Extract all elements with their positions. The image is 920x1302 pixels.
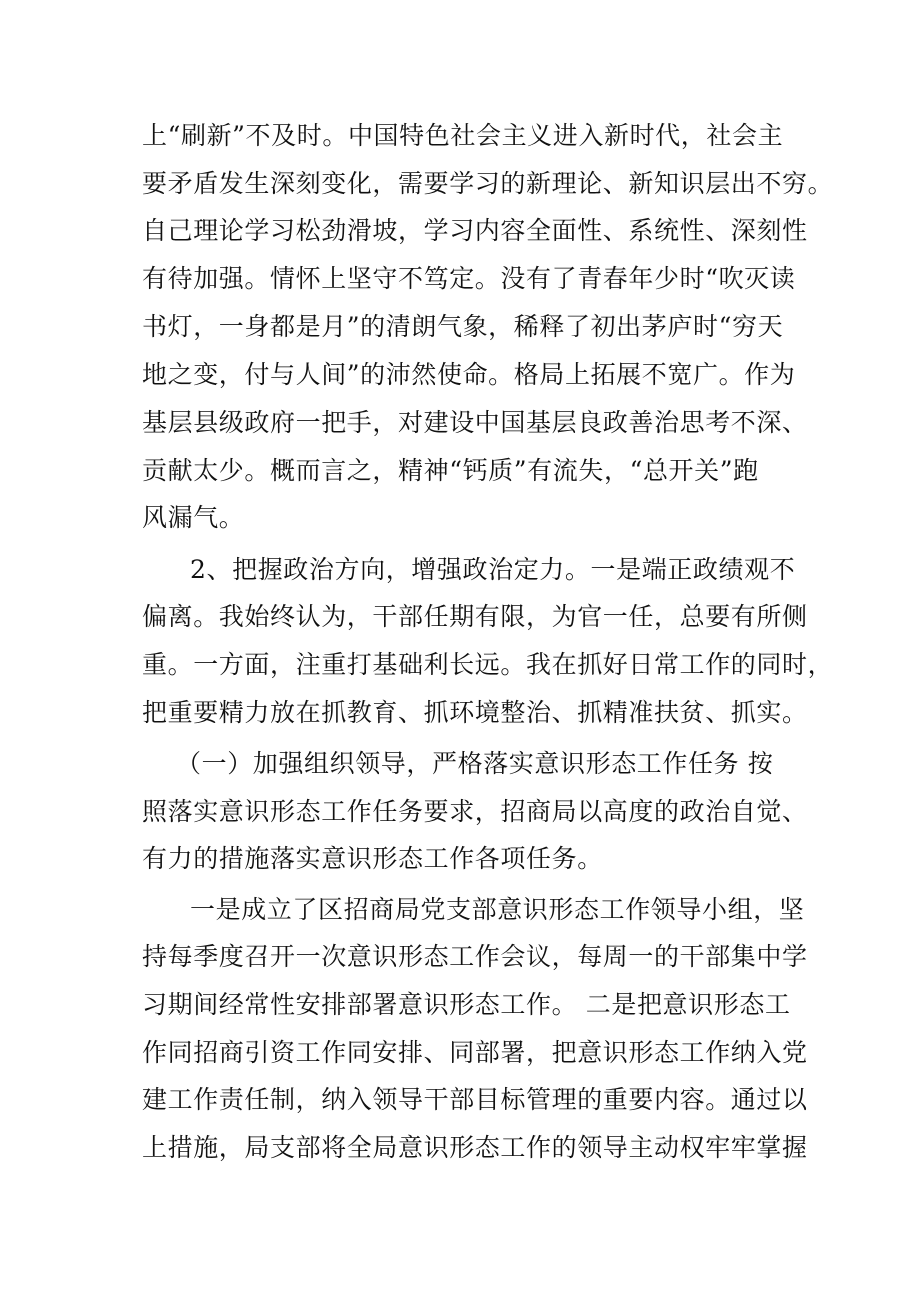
paragraph-line: 作同招商引资工作同安排、同部署，把意识形态工作纳入党 — [142, 1038, 808, 1067]
paragraph-line: 照落实意识形态工作任务要求，招商局以高度的政治自觉、 — [142, 797, 808, 826]
paragraph-line: 持每季度召开一次意识形态工作会议，每周一的干部集中学 — [142, 942, 808, 971]
paragraph-line: 上措施，局支部将全局意识形态工作的领导主动权牢牢掌握 — [142, 1133, 808, 1162]
paragraph-line: 基层县级政府一把手，对建设中国基层良政善治思考不深、 — [142, 408, 808, 437]
paragraph-line: 风漏气。 — [142, 503, 245, 532]
paragraph-line: 有力的措施落实意识形态工作各项任务。 — [142, 844, 603, 873]
paragraph-line: 地之变，付与人间”的沛然使命。格局上拓展不宽广。作为 — [142, 360, 796, 389]
paragraph-line: 建工作责任制，纳入领导干部目标管理的重要内容。通过以 — [142, 1085, 808, 1114]
paragraph-line: 重。一方面，注重打基础利长远。我在抓好日常工作的同时， — [142, 650, 834, 679]
paragraph-line: 2、把握政治方向，增强政治定力。一是端正政绩观不 — [190, 555, 796, 584]
paragraph-line: 自己理论学习松劲滑坡，学习内容全面性、系统性、深刻性 — [142, 216, 808, 245]
paragraph-line: 贡献太少。概而言之，精神“钙质”有流失，“总开关”跑 — [142, 456, 759, 485]
paragraph-line: 要矛盾发生深刻变化，需要学习的新理论、新知识层出不穷。 — [142, 169, 834, 198]
paragraph-line: 习期间经常性安排部署意识形态工作。 二是把意识形态工 — [142, 990, 791, 1019]
paragraph-line: 一是成立了区招商局党支部意识形态工作领导小组，坚 — [190, 895, 805, 924]
paragraph-line: 把重要精力放在抓教育、抓环境整治、抓精准扶贫、抓实。 — [142, 698, 808, 727]
paragraph-line: 上“刷新”不及时。中国特色社会主义进入新时代，社会主 — [142, 121, 784, 150]
paragraph-line: 书灯，一身都是月”的清朗气象，稀释了初出茅庐时“穷天 — [142, 312, 784, 341]
paragraph-line: 有待加强。情怀上坚守不笃定。没有了青春年少时“吹灭读 — [142, 264, 796, 293]
paragraph-line: 偏离。我始终认为，干部任期有限，为官一任，总要有所侧 — [142, 602, 808, 631]
paragraph-line: （一）加强组织领导，严格落实意识形态工作任务 按 — [176, 749, 774, 778]
